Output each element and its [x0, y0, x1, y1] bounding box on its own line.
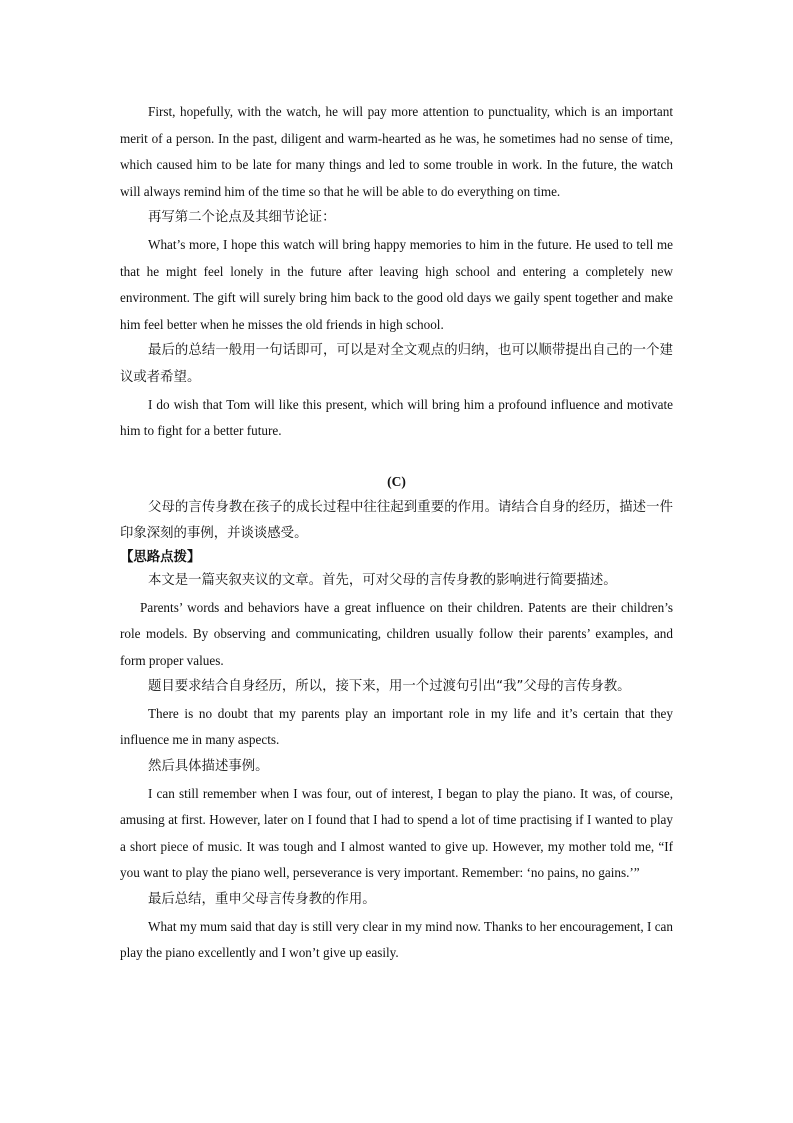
- paragraph-example-note: 然后具体描述事例。: [148, 759, 269, 775]
- paragraph-mum-said: What my mum said that day is still very clear in my mind now. Thanks to her encouragement, I can play the piano excellently and I won’t give up easily.: [120, 918, 673, 961]
- paragraph-transition-note: 题目要求结合自身经历，所以，接下来，用一个过渡句引出“我”父母的言传身教。: [148, 679, 631, 695]
- paragraph-happy-memories: What’s more, I hope this watch will bring happy memories to him in the future. He used to tell me that he might feel lonely in the future after leaving high school and entering a completely new environment. The gift will surely bring him back to the good old days we gaily spent together and make him feel better when he misses the old friends in high school.: [120, 236, 673, 332]
- paragraph-wish: I do wish that Tom will like this present, which will bring him a profound influence and motivate him to fight for a better future.: [120, 396, 673, 439]
- paragraph-piano-story: I can still remember when I was four, out of interest, I began to play the piano. It was, of course, amusing at first. However, later on I found that I had to spend a lot of time practising if I wanted to play a short piece of music. It was tough and I almost wanted to give up. However, my mother told me, “If you want to play the piano well, perseverance is very important. Remember: ‘no pains, no gains.’”: [120, 785, 673, 881]
- paragraph-no-doubt: There is no doubt that my parents play an important role in my life and it’s certain that they influence me in many aspects.: [120, 705, 673, 748]
- paragraph-intro-note: 本文是一篇夹叙夹议的文章。首先，可对父母的言传身教的影响进行简要描述。: [148, 572, 617, 588]
- section-title: (C): [387, 473, 406, 489]
- document-page: [120, 99, 673, 967]
- paragraph-second-point-note: 再写第二个论点及其细节论证：: [148, 210, 336, 226]
- paragraph-punctuality: First, hopefully, with the watch, he will pay more attention to punctuality, which is an important merit of a person. In the past, diligent and warm-hearted as he was, he sometimes had no sense of time, which caused him to be late for many things and led to some trouble in work. In the future, the watch will always remind him of the time so that he will be able to do everything on time.: [120, 104, 673, 199]
- prompt-text: 父母的言传身教在孩子的成长过程中往往起到重要的作用。请结合自身的经历，描述一件印象深刻的事例，并谈谈感受。: [120, 499, 673, 542]
- paragraph-conclusion-note: 最后的总结一般用一句话即可，可以是对全文观点的归纳，也可以顺带提出自己的一个建议或者希望。: [120, 343, 673, 385]
- paragraph-summary-note: 最后总结，重申父母言传身教的作用。: [148, 892, 376, 908]
- paragraph-parents-influence: Parents’ words and behaviors have a great influence on their children. Patents are their children’s role models. By observing and communicating, children usually follow their parents’ examples, and form proper values.: [120, 599, 673, 668]
- tips-heading: 【思路点拨】: [120, 549, 201, 565]
